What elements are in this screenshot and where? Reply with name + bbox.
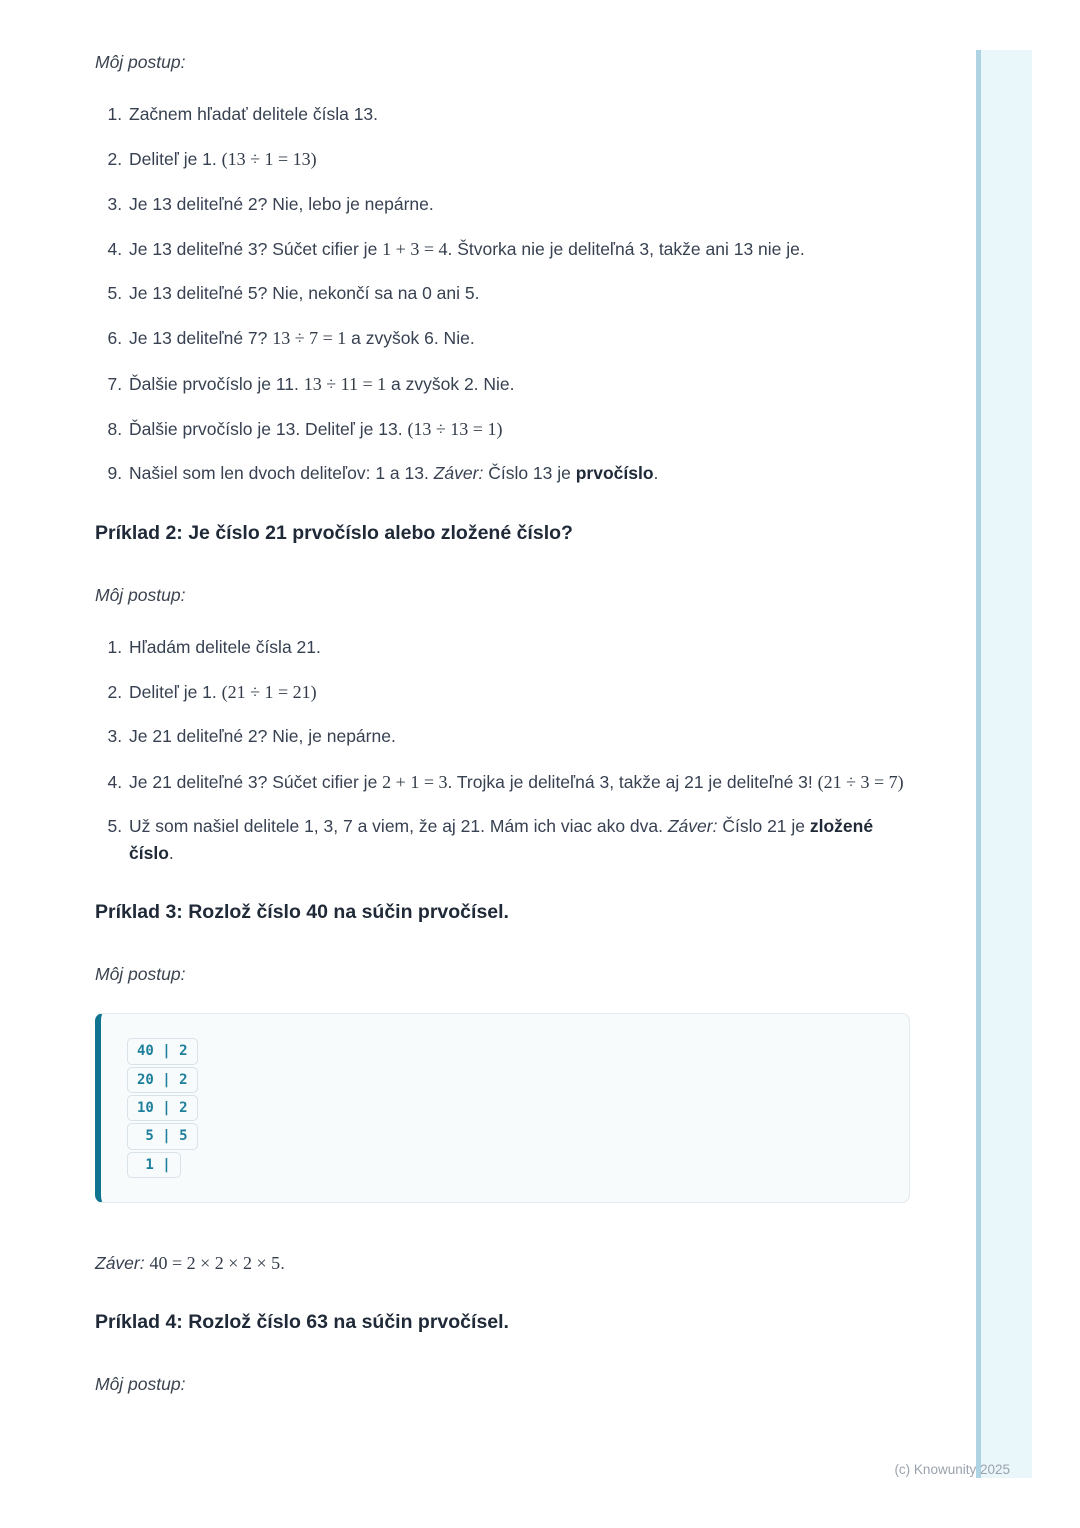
text-segment: . xyxy=(168,843,174,864)
step-item xyxy=(127,280,910,307)
step-item xyxy=(127,723,910,750)
text-segment: Je 13 deliteľné 2? Nie, lebo je nepárne. xyxy=(129,193,434,214)
text-segment: Záver: xyxy=(95,1252,145,1273)
text-segment: Začnem hľadať delitele čísla 13. xyxy=(129,104,379,124)
text-segment: Už som našiel delitele 1, 3, 7 a viem, že aj 21. Mám ich viac ako dva. xyxy=(129,815,668,836)
step-item xyxy=(127,145,910,173)
steps-list xyxy=(95,101,910,488)
text-segment: Ďalšie prvočíslo je 11. xyxy=(129,373,304,394)
document-content xyxy=(95,52,910,1423)
text-segment: zložené číslo xyxy=(129,815,874,864)
procedure-label: Môj postup: xyxy=(95,584,186,605)
page-edge-bar xyxy=(976,50,1032,1478)
factorization-row: 20 | 2 xyxy=(127,1067,198,1093)
step-item xyxy=(127,101,910,128)
copyright-footer: (c) Knowunity 2025 xyxy=(894,1462,1010,1477)
math-expression: (21 ÷ 3 = 7) xyxy=(817,771,904,792)
step-item xyxy=(127,768,910,796)
example-heading: Príklad 3: Rozlož číslo 40 na súčin prvočísel. xyxy=(95,901,509,924)
example-heading: Príklad 4: Rozlož číslo 63 na súčin prvočísel. xyxy=(95,1311,509,1334)
procedure-label: Môj postup: xyxy=(95,964,186,985)
step-item xyxy=(127,370,910,398)
text-segment: . xyxy=(653,463,659,484)
math-expression: (21 ÷ 1 = 21) xyxy=(221,681,317,702)
step-item xyxy=(127,460,910,487)
text-segment: a zvyšok 6. Nie. xyxy=(346,328,475,349)
math-expression: (13 ÷ 13 = 1) xyxy=(407,419,503,440)
step-item xyxy=(127,634,910,661)
text-segment: . Trojka je deliteľná 3, takže aj 21 je deliteľné 3! xyxy=(447,771,818,792)
procedure-label: Môj postup: xyxy=(95,52,186,72)
text-segment: Deliteľ je 1. xyxy=(129,681,222,702)
steps-list xyxy=(95,634,910,868)
text-segment: Hľadám delitele čísla 21. xyxy=(129,636,321,657)
example-heading: Príklad 2: Je číslo 21 prvočíslo alebo zložené číslo? xyxy=(95,521,573,544)
conclusion-paragraph xyxy=(95,1249,910,1277)
text-segment: Záver: xyxy=(667,815,718,836)
factorization-row: 10 | 2 xyxy=(127,1095,198,1121)
step-item xyxy=(127,324,910,352)
factorization-code-block xyxy=(95,1013,910,1202)
step-item xyxy=(127,415,910,443)
text-segment: Je 21 deliteľné 3? Súčet cifier je xyxy=(129,771,383,792)
text-segment: Je 13 deliteľné 5? Nie, nekončí sa na 0 ani 5. xyxy=(129,283,480,304)
text-segment: . xyxy=(280,1252,285,1273)
text-segment: . Štvorka nie je deliteľná 3, takže ani 13 nie je. xyxy=(447,238,805,259)
factorization-row: 1 | xyxy=(127,1152,181,1178)
text-segment: Je 13 deliteľné 3? Súčet cifier je xyxy=(129,238,383,259)
factorization-row: 5 | 5 xyxy=(127,1123,198,1149)
math-expression: 1 + 3 = 4 xyxy=(382,238,448,259)
text-segment: Je 13 deliteľné 7? xyxy=(129,328,273,349)
text-segment: Číslo 21 je xyxy=(717,815,810,836)
math-expression: (13 ÷ 1 = 13) xyxy=(221,149,317,170)
text-segment: Ďalšie prvočíslo je 13. Deliteľ je 13. xyxy=(129,419,408,440)
math-expression: 13 ÷ 7 = 1 xyxy=(272,328,347,349)
factorization-row: 40 | 2 xyxy=(127,1038,198,1064)
step-item xyxy=(127,235,910,263)
text-segment: Deliteľ je 1. xyxy=(129,149,222,170)
text-segment: a zvyšok 2. Nie. xyxy=(386,373,515,394)
text-segment: Je 21 deliteľné 2? Nie, je nepárne. xyxy=(129,726,396,747)
text-segment: Číslo 13 je xyxy=(483,463,576,484)
step-item xyxy=(127,813,910,868)
step-item xyxy=(127,191,910,218)
math-expression: 2 + 1 = 3 xyxy=(382,771,448,792)
text-segment: prvočíslo xyxy=(575,463,654,484)
procedure-label: Môj postup: xyxy=(95,1374,186,1395)
math-expression: 13 ÷ 11 = 1 xyxy=(303,373,387,394)
text-segment: Záver: xyxy=(433,463,484,484)
text-segment: Našiel som len dvoch deliteľov: 1 a 13. xyxy=(129,463,434,484)
step-item xyxy=(127,678,910,706)
math-expression: 40 = 2 × 2 × 2 × 5 xyxy=(149,1252,281,1273)
